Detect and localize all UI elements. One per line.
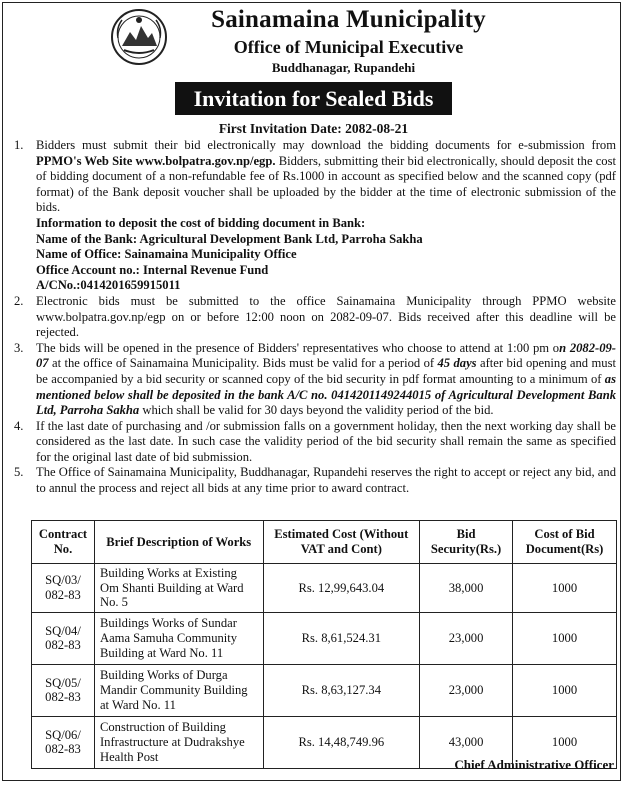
item-number: 4.: [14, 418, 24, 433]
notice-title-banner: Invitation for Sealed Bids: [175, 82, 452, 115]
first-invitation-date: First Invitation Date: 2082-08-21: [218, 121, 409, 136]
estimated-cost: Rs. 8,63,127.34: [263, 664, 420, 716]
item-text: Electronic bids must be submitted to the office Sainamaina Municipality through PPMO website www.bolpatra.gov.np/egp on or before 12:00 noon on 2082-09-07. Bids received after this deadline will be rejected.: [36, 293, 616, 340]
validity-period: 45 days: [437, 356, 477, 371]
doc-cost: 1000: [513, 564, 617, 613]
bid-security: 23,000: [420, 612, 513, 664]
item-text: The Office of Sainamaina Municipality, Buddhanagar, Rupandehi reserves the right to accept or reject any bid, and to annul the process and reject all bids at any time prior to award contract.: [36, 465, 616, 496]
header-estimated-cost: Estimated Cost (Without VAT and Cont): [263, 521, 420, 564]
header-contract-no: Contract No.: [32, 521, 95, 564]
table-header-row: [32, 521, 617, 564]
item-text: Bidders must submit their bid electronically may download the bidding documents for e-submission from: [36, 138, 616, 152]
estimated-cost: Rs. 12,99,643.04: [263, 564, 420, 613]
work-description: Building Works of Durga Mandir Community Building at Ward No. 11: [94, 664, 263, 716]
table-row: [32, 564, 617, 613]
item-text: after bid opening and must be accompanied by a bid security or scanned copy of the bid security in pdf format amounting to a minimum of: [36, 356, 617, 386]
doc-cost: 1000: [513, 716, 617, 768]
list-item: [14, 294, 616, 341]
ppmo-website: PPMO's Web Site www.bolpatra.gov.np/egp.: [36, 153, 276, 168]
bank-office-name: Name of Office: Sainamaina Municipality Office: [36, 247, 297, 262]
organization-name: Sainamaina Municipality: [211, 6, 486, 33]
work-description: Building Works at Existing Om Shanti Building at Ward No. 5: [94, 564, 263, 613]
contract-no: SQ/06/ 082-83: [32, 716, 95, 768]
item-number: 1.: [14, 138, 24, 152]
notice-body: [14, 138, 616, 497]
bids-table: [31, 520, 617, 769]
opening-date: n 2082-09-07: [36, 340, 616, 371]
item-text: If the last date of purchasing and /or submission falls on a government holiday, then the next working day shall be considered as the last date. In such case the validity period of the bid security shall remain the same as specified for the original last date of bid submission.: [36, 418, 616, 464]
office-address: Buddhanagar, Rupandehi: [271, 60, 416, 75]
item-text: Bidders, submitting their bid electronically, should deposit the cost of bidding document of a non-refundable fee of Rs.1000 in account as specified below and the scanned copy (pdf format) of the Bank deposit voucher shall be uploaded by the bidder at the time of electronic submission of the bids.: [36, 153, 616, 215]
header-bid-security: Bid Security(Rs.): [420, 521, 513, 564]
table-row: [32, 664, 617, 716]
item-number: 3.: [14, 340, 24, 355]
bank-info-heading: Information to deposit the cost of bidding document in Bank:: [36, 215, 366, 230]
contract-no: SQ/04/ 082-83: [32, 612, 95, 664]
signatory-title: Chief Administrative Officer: [454, 757, 614, 772]
table-row: [32, 612, 617, 664]
contract-no: SQ/03/ 082-83: [32, 564, 95, 613]
list-item: [14, 465, 616, 496]
item-text: which shall be valid for 30 days beyond the validity period of the bid.: [139, 403, 494, 418]
bank-office-account: Office Account no.: Internal Revenue Fund: [36, 262, 269, 277]
estimated-cost: Rs. 14,48,749.96: [263, 716, 420, 768]
item-text: The bids will be opened in the presence of Bidders' representatives who choose to attend at 1:00 pm o: [36, 340, 560, 355]
header-description: Brief Description of Works: [94, 521, 263, 564]
bank-account-number: A/CNo.:0414201659915011: [36, 278, 181, 293]
work-description: Construction of Building Infrastructure at Dudrakshye Health Post: [94, 716, 263, 768]
work-description: Buildings Works of Sundar Aama Samuha Community Building at Ward No. 11: [94, 612, 263, 664]
estimated-cost: Rs. 8,61,524.31: [263, 612, 420, 664]
bank-name: Name of the Bank: Agricultural Development Bank Ltd, Parroha Sakha: [36, 231, 423, 246]
doc-cost: 1000: [513, 664, 617, 716]
bid-security-account: as mentioned below shall be deposited in the bank A/C no. 0414201149244015 of Agricultural Development Bank Ltd, Parroha Sakha: [36, 371, 616, 418]
contract-no: SQ/05/ 082-83: [32, 664, 95, 716]
item-text: at the office of Sainamaina Municipality. Bids must be valid for a period of: [48, 356, 438, 371]
item-number: 2.: [14, 293, 24, 308]
bid-security: 23,000: [420, 664, 513, 716]
doc-cost: 1000: [513, 612, 617, 664]
list-item: [14, 341, 616, 419]
list-item: [14, 138, 616, 216]
list-item: [14, 419, 616, 466]
bid-security: 38,000: [420, 564, 513, 613]
item-number: 5.: [14, 465, 24, 480]
bid-security: 43,000: [420, 716, 513, 768]
header-doc-cost: Cost of Bid Document(Rs): [513, 521, 617, 564]
office-name: Office of Municipal Executive: [233, 37, 464, 57]
